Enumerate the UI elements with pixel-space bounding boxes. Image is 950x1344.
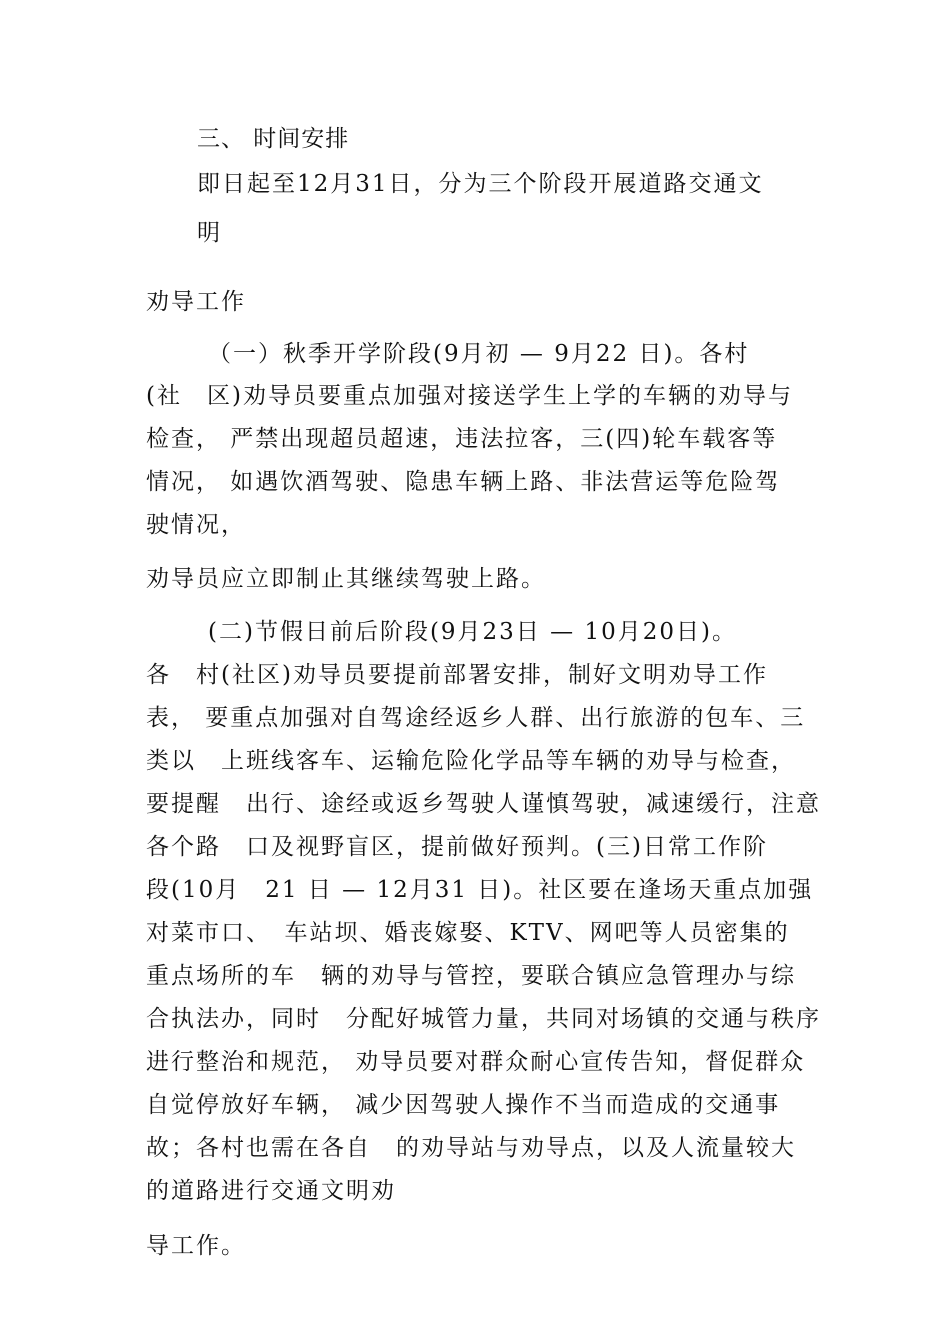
- paragraph-line: 类以 上班线客车、运输危险化学品等车辆的劝导与检查，: [146, 748, 796, 774]
- paragraph-line: (社 区)劝导员要重点加强对接送学生上学的车辆的劝导与: [146, 383, 793, 409]
- paragraph-line: 合执法办，同时 分配好城管力量，共同对场镇的交通与秩序: [146, 1006, 821, 1032]
- paragraph-line: 进行整治和规范， 劝导员要对群众耐心宣传告知，督促群众: [146, 1049, 806, 1075]
- paragraph-line: （一）秋季开学阶段(9月初 — 9月22 日)。各村: [208, 341, 750, 367]
- paragraph-line: 的道路进行交通文明劝: [146, 1178, 396, 1204]
- paragraph-line: 劝导工作: [146, 289, 246, 315]
- paragraph-line: 即日起至12月31日，分为三个阶段开展道路交通文: [197, 171, 764, 197]
- paragraph-line: 检查， 严禁出现超员超速，违法拉客，三(四)轮车载客等: [146, 426, 778, 452]
- paragraph-line: 自觉停放好车辆， 减少因驾驶人操作不当而造成的交通事: [146, 1092, 781, 1118]
- paragraph-line: 驶情况，: [146, 512, 246, 538]
- paragraph-line: 对菜市口、 车站坝、婚丧嫁娶、KTV、网吧等人员密集的: [146, 920, 790, 946]
- paragraph-line: 故；各村也需在各自 的劝导站与劝导点，以及人流量较大: [146, 1135, 796, 1161]
- paragraph-line: 各个路 口及视野盲区，提前做好预判。(三)日常工作阶: [146, 834, 768, 860]
- paragraph-line: 重点场所的车 辆的劝导与管控，要联合镇应急管理办与综: [146, 963, 796, 989]
- paragraph-line: 情况， 如遇饮酒驾驶、隐患车辆上路、非法营运等危险驾: [146, 469, 781, 495]
- paragraph-line: 各 村(社区)劝导员要提前部署安排，制好文明劝导工作: [146, 662, 768, 688]
- section-heading: 三、 时间安排: [197, 126, 350, 152]
- paragraph-line: 段(10月 21 日 — 12月31 日)。社区要在逢场天重点加强: [146, 877, 814, 903]
- paragraph-line: 明: [197, 220, 222, 246]
- paragraph-line: 要提醒 出行、途经或返乡驾驶人谨慎驾驶，减速缓行，注意: [146, 791, 821, 817]
- paragraph-line: 表， 要重点加强对自驾途经返乡人群、出行旅游的包车、三: [146, 705, 806, 731]
- paragraph-line: (二)节假日前后阶段(9月23日 — 10月20日)。: [208, 619, 737, 645]
- paragraph-line: 导工作。: [146, 1233, 246, 1259]
- paragraph-line: 劝导员应立即制止其继续驾驶上路。: [146, 566, 546, 592]
